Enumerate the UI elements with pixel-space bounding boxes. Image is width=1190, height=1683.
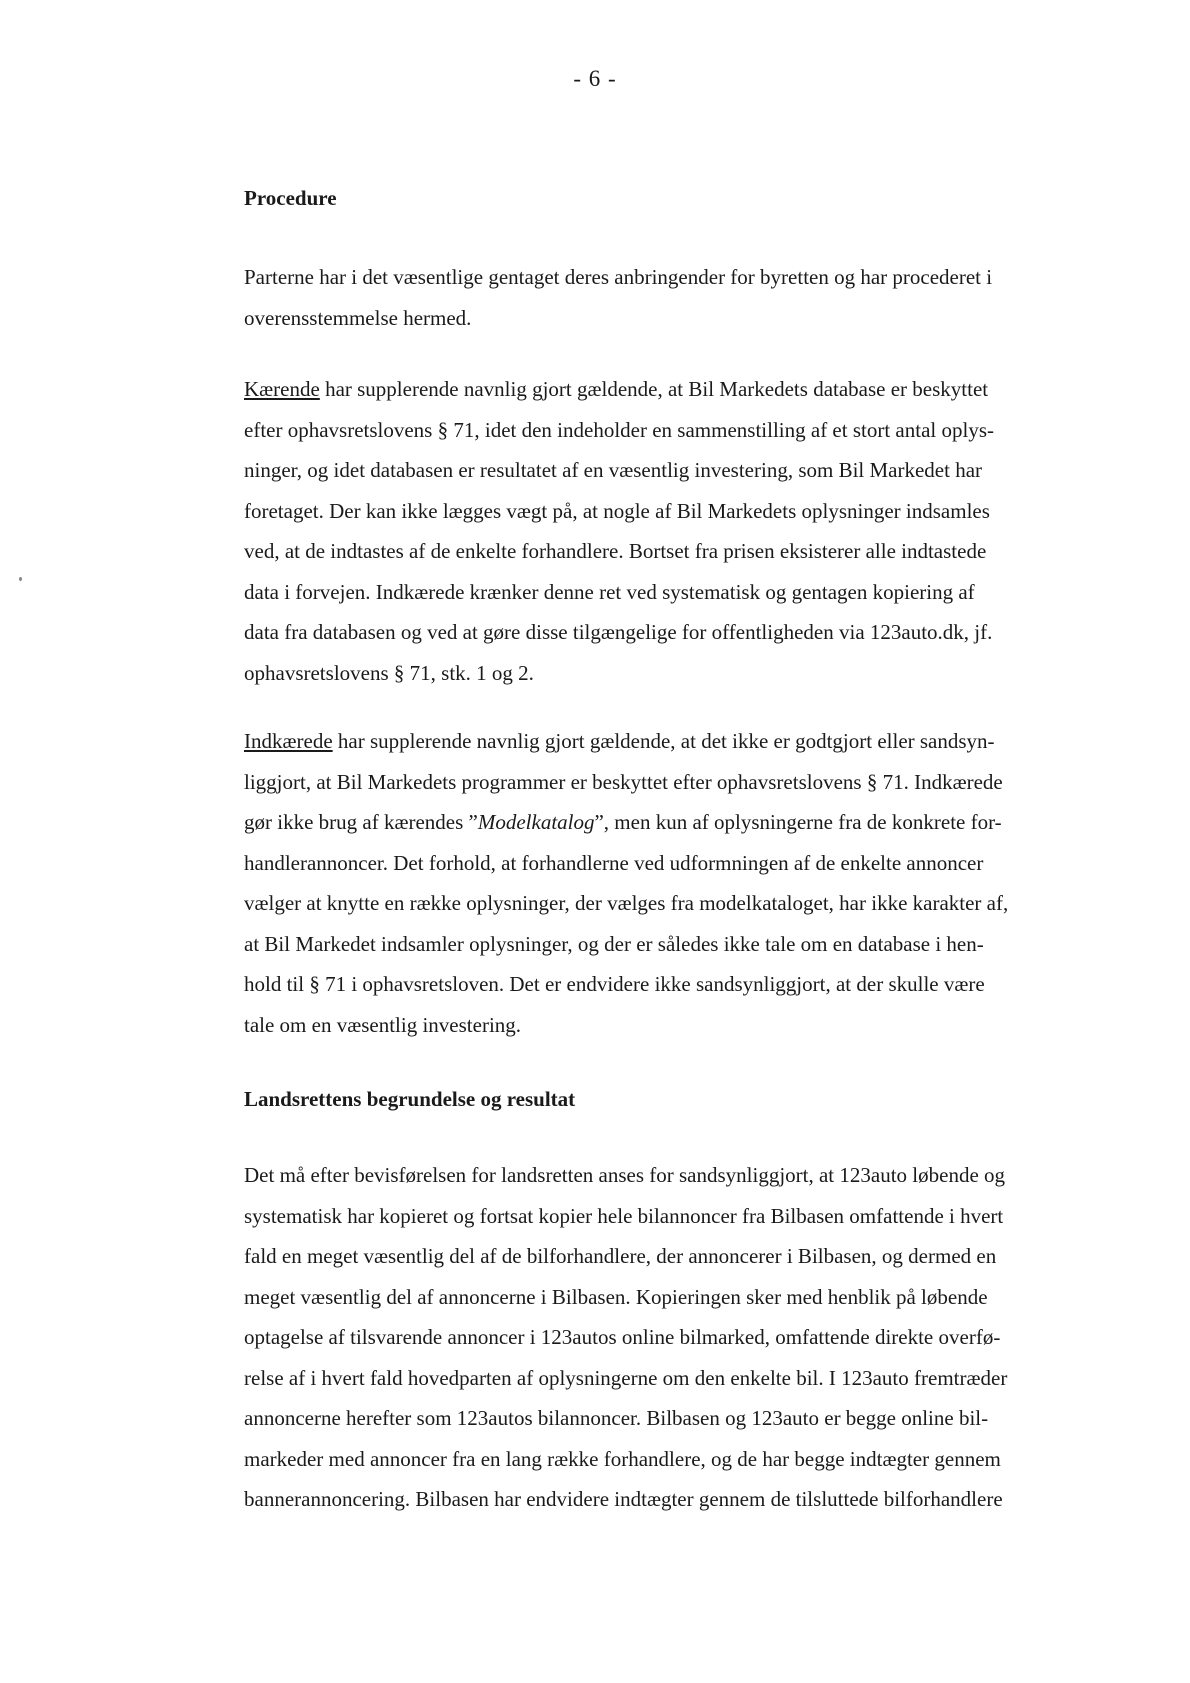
scan-speck xyxy=(19,577,22,581)
party-kaerende: Kærende xyxy=(244,377,320,401)
text-line: bannerannoncering. Bilbasen har endvidere indtægter gennem de tilsluttede bilforhandlere xyxy=(244,1487,1003,1511)
text-line: at Bil Markedet indsamler oplysninger, og der er således ikke tale om en database i hen- xyxy=(244,931,984,956)
text-line: foretaget. Der kan ikke lægges vægt på, at nogle af Bil Markedets oplysninger indsamles xyxy=(244,498,990,523)
text-line: overensstemmelse hermed. xyxy=(244,305,472,330)
text-line: efter ophavsretslovens § 71, idet den indeholder en sammenstilling af et stort antal oplys- xyxy=(244,417,994,442)
text-line: ved, at de indtastes af de enkelte forhandlere. Bortset fra prisen eksisterer alle indtastede xyxy=(244,539,987,563)
text-line: ophavsretslovens § 71, stk. 1 og 2. xyxy=(244,660,534,685)
italic-modelkatalog: Modelkatalog xyxy=(477,810,595,834)
text-line: handlerannoncer. Det forhold, at forhandlerne ved udformningen af de enkelte annoncer xyxy=(244,850,984,875)
party-indkaerede: Indkærede xyxy=(244,729,333,753)
text-line: Indkærede har supplerende navnlig gjort gældende, at det ikke er godtgjort eller sandsyn- xyxy=(244,729,995,753)
heading-procedure: Procedure xyxy=(244,186,337,210)
text-line: annoncerne herefter som 123autos bilannoncer. Bilbasen og 123auto er begge online bil- xyxy=(244,1406,989,1430)
text-line: meget væsentlig del af annoncerne i Bilbasen. Kopieringen sker med henblik på løbende xyxy=(244,1284,988,1309)
text-line: ninger, og idet databasen er resultatet af en væsentlig investering, som Bil Markedet har xyxy=(244,458,983,482)
heading-landsrettens-begrundelse: Landsrettens begrundelse og resultat xyxy=(244,1087,576,1111)
text-line: gør ikke brug af kærendes ”Modelkatalog”, men kun af oplysningerne fra de konkrete for- xyxy=(244,810,1002,834)
paragraph-indkaerede xyxy=(244,721,1124,1045)
text-line: tale om en væsentlig investering. xyxy=(244,1012,522,1037)
text-line: systematisk har kopieret og fortsat kopier hele bilannoncer fra Bilbasen omfattende i hvert xyxy=(244,1203,1004,1228)
text-line: Kærende har supplerende navnlig gjort gældende, at Bil Markedets database er beskyttet xyxy=(244,377,989,401)
page-number: - 6 - xyxy=(573,66,617,91)
paragraph-landsret xyxy=(244,1155,1124,1520)
text-line: data fra databasen og ved at gøre disse tilgængelige for offentligheden via 123auto.dk, jf. xyxy=(244,620,993,644)
text-line: markeder med annoncer fra en lang række forhandlere, og de har begge indtægter gennem xyxy=(244,1446,1001,1471)
text-line: vælger at knytte en række oplysninger, der vælges fra modelkataloget, har ikke karakter af, xyxy=(244,891,1009,915)
text-line: relse af i hvert fald hovedparten af oplysningerne om den enkelte bil. I 123auto fremtræder xyxy=(244,1365,1008,1390)
text-line: liggjort, at Bil Markedets programmer er beskyttet efter ophavsretslovens § 71. Indkærede xyxy=(244,769,1003,794)
text-line: hold til § 71 i ophavsretsloven. Det er endvidere ikke sandsynliggjort, at der skulle være xyxy=(244,972,985,996)
text-line: fald en meget væsentlig del af de bilforhandlere, der annoncerer i Bilbasen, og dermed en xyxy=(244,1244,997,1268)
paragraph-kaerende xyxy=(244,369,1124,693)
paragraph-procedure xyxy=(244,257,1124,338)
text-line: Parterne har i det væsentlige gentaget deres anbringender for byretten og har procederet i xyxy=(244,265,993,289)
text-line: Det må efter bevisførelsen for landsretten anses for sandsynliggjort, at 123auto løbende og xyxy=(244,1163,1006,1187)
text-line: optagelse af tilsvarende annoncer i 123autos online bilmarked, omfattende direkte overfø- xyxy=(244,1325,1001,1349)
text-line: data i forvejen. Indkærede krænker denne ret ved systematisk og gentagen kopiering af xyxy=(244,579,975,604)
